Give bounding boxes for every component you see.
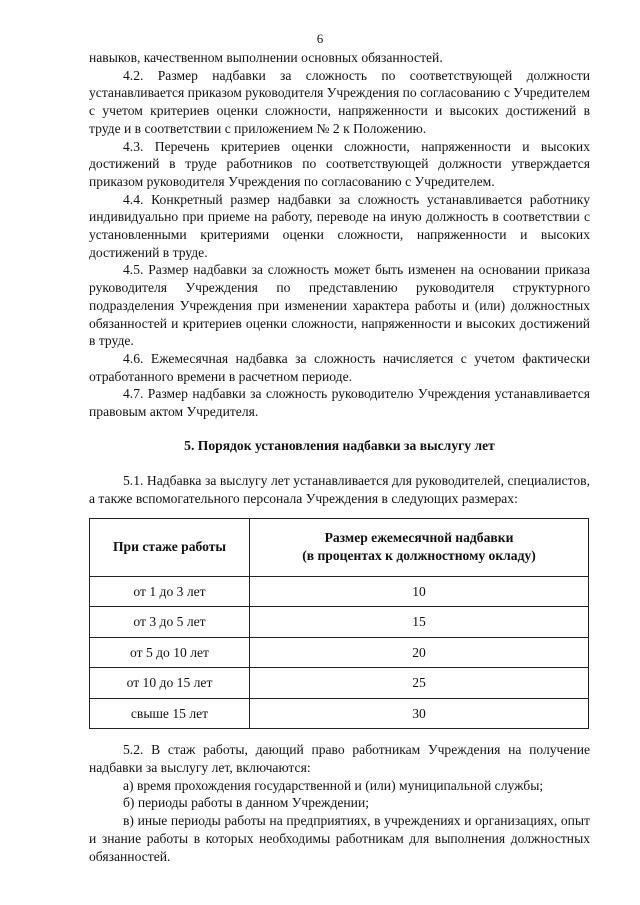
cell-percent: 30 [250,698,589,729]
table-row [90,576,589,607]
cell-period: от 10 до 15 лет [90,668,250,699]
table-row [90,637,589,668]
table-row [90,607,589,638]
list-item: б) периоды работы в данном Учреждении; [123,795,370,811]
paragraph-5-2: 5.2. В стаж работы, дающий право работникам Учреждения на получение надбавки за выслугу лет, включаются: [89,742,590,776]
cell-percent: 15 [250,607,589,638]
paragraph-4-5: 4.5. Размер надбавки за сложность может быть изменен на основании приказа руководителя Учреждения по представлению руководителя структурного подразделения Учреждения при изменении характера работы и (или) должностных обязанностей и критериев оценки сложности, напряженности и высоких достижений в труде. [89,262,590,349]
document-body [89,49,590,865]
page-number: 6 [316,31,324,46]
list-item: в) иные периоды работы на предприятиях, в учреждениях и организациях, опыт и знание работы в которых необходимы работникам для выполнения должностных обязанностей. [89,813,590,864]
cell-period: свыше 15 лет [90,698,250,729]
cell-period: от 1 до 3 лет [90,576,250,607]
paragraph-4-3: 4.3. Перечень критериев оценки сложности, напряженности и высоких достижений в труде работников по соответствующей должности утверждается приказом руководителя Учреждения по согласованию с Учредителем. [89,138,590,189]
paragraph-continuation: навыков, качественном выполнении основных обязанностей. [89,50,443,65]
header-allowance-line2: (в процентах к должностному окладу) [302,548,536,564]
table-row [90,698,589,729]
seniority-table [89,518,589,730]
list-item: а) время прохождения государственной и (или) муниципальной службы; [123,777,544,793]
header-allowance [250,518,589,576]
paragraph-5-1: 5.1. Надбавка за выслугу лет устанавливается для руководителей, специалистов, а также вспомогательного персонала Учреждения в следующих размерах: [89,473,590,507]
cell-period: от 5 до 10 лет [90,637,250,668]
paragraph-4-7: 4.7. Размер надбавки за сложность руководителю Учреждения устанавливается правовым актом Учредителя. [89,386,590,420]
cell-percent: 25 [250,668,589,699]
header-allowance-line1: Размер ежемесячной надбавки [324,530,514,546]
cell-period: от 3 до 5 лет [90,607,250,638]
cell-percent: 10 [250,576,589,607]
table-row [90,668,589,699]
paragraph-4-4: 4.4. Конкретный размер надбавки за сложность устанавливается работнику индивидуально при приеме на работу, переводе на иную должность в соответствии с установленными критериями оценки сложности, напряженности и высоких достижений в труде. [89,191,590,260]
section-title: 5. Порядок установления надбавки за выслугу лет [184,437,495,453]
paragraph-4-2: 4.2. Размер надбавки за сложность по соответствующей должности устанавливается приказом руководителя Учреждения по согласованию с Учредителем с учетом критериев оценки сложности, напряженности и высоких достижений в труде и в соответствии с приложением № 2 к Положению. [89,67,590,136]
paragraph-4-6: 4.6. Ежемесячная надбавка за сложность начисляется с учетом фактически отработанного времени в расчетном периоде. [89,350,590,384]
header-seniority: При стаже работы [90,518,250,576]
cell-percent: 20 [250,637,589,668]
table-header-row [90,518,589,576]
